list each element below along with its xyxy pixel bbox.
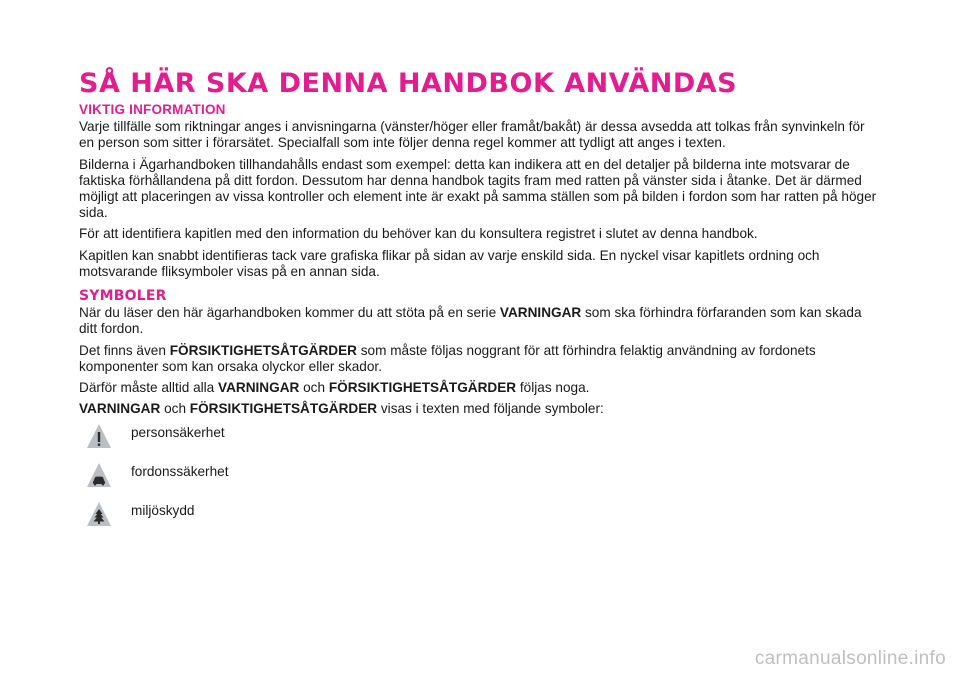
symbol-row bbox=[79, 462, 879, 501]
symbol-label: fordonssäkerhet bbox=[131, 464, 229, 480]
section-heading-important: VIKTIG INFORMATION bbox=[79, 102, 226, 117]
paragraph: För att identifiera kapitlen med den information du behöver kan du konsultera registret i slutet av denna handbok. bbox=[79, 226, 758, 242]
bold-term: FÖRSIKTIGHETSÅTGÄRDER bbox=[189, 401, 378, 417]
paragraph bbox=[79, 305, 879, 337]
paragraph bbox=[79, 343, 879, 375]
paragraph bbox=[79, 380, 879, 396]
paragraph bbox=[79, 401, 879, 417]
bold-term: VARNINGAR bbox=[218, 380, 300, 396]
bold-term: FÖRSIKTIGHETSÅTGÄRDER bbox=[328, 380, 517, 396]
symbol-row bbox=[79, 423, 879, 462]
text-run: Det finns även bbox=[79, 342, 170, 358]
text-run: visas i texten med följande symboler: bbox=[377, 401, 604, 417]
symbol-list bbox=[79, 423, 879, 540]
exclamation-warning-icon bbox=[86, 423, 112, 449]
text-run: följas noga. bbox=[516, 380, 590, 396]
car-warning-icon bbox=[86, 462, 112, 488]
tree-warning-icon bbox=[86, 501, 112, 527]
symbol-label: miljöskydd bbox=[131, 503, 195, 519]
text-run: som måste följas noggrant för att förhindra felaktig användning av fordonets komponenter som kan orsaka olyckor eller skador. bbox=[79, 342, 816, 374]
text-run: och bbox=[160, 401, 190, 417]
symbol-row bbox=[79, 501, 879, 540]
paragraph: Kapitlen kan snabbt identifieras tack vare grafiska flikar på sidan av varje enskild sida. En nyckel visar kapitlets ordning och motsvarande fliksymboler visas på en annan sida. bbox=[79, 247, 820, 279]
bold-term: FÖRSIKTIGHETSÅTGÄRDER bbox=[169, 342, 357, 358]
paragraph: Varje tillfälle som riktningar anges i anvisningarna (vänster/höger eller framåt/bakåt) är dessa avsedda att tolkas från synvinkeln för en person som sitter i förarsätet. Specialfall som inte följer denna regel kommer att tydligt att anges i texten. bbox=[79, 119, 865, 151]
bold-term: VARNINGAR bbox=[79, 401, 161, 417]
bold-term: VARNINGAR bbox=[499, 305, 582, 321]
page-title: SÅ HÄR SKA DENNA HANDBOK ANVÄNDAS bbox=[79, 68, 738, 99]
page-body bbox=[79, 102, 879, 540]
section-heading-symbols: SYMBOLER bbox=[79, 288, 167, 305]
text-run: och bbox=[299, 380, 329, 396]
paragraph: Bilderna i Ägarhandboken tillhandahålls endast som exempel: detta kan indikera att en del detaljer på bilderna inte motsvarar de faktiska förhållandena på ditt fordon. Dessutom har denna handbok tagits fram med ratten på vänster sida i åtanke. Det är därmed möjligt att placeringen av vissa kontroller och element inte är exakt på samma ställen som på bilden i fordon som har ratten på höger sida. bbox=[79, 156, 877, 221]
watermark: carmanualsonline.info bbox=[754, 648, 946, 669]
symbol-label: personsäkerhet bbox=[131, 425, 225, 441]
text-run: När du läser den här ägarhandboken kommer du att stöta på en serie bbox=[79, 305, 500, 321]
text-run: som ska förhindra förfaranden som kan skada ditt fordon. bbox=[79, 305, 862, 337]
text-run: Därför måste alltid alla bbox=[79, 380, 219, 396]
